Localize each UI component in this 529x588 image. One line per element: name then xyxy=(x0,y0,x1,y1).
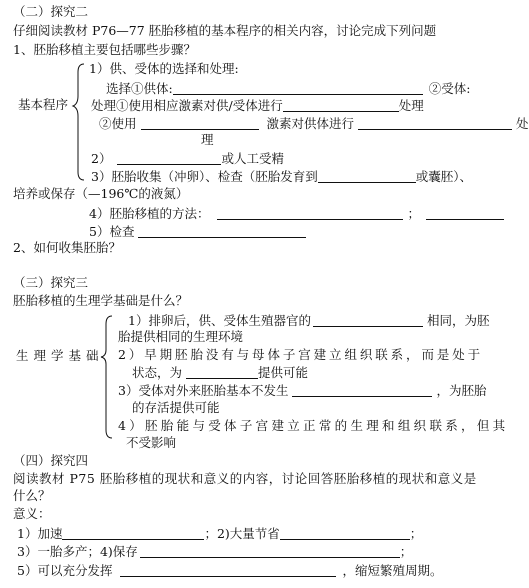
section2-question-1: 1、胚胎移植主要包括哪些步骤？ xyxy=(13,42,196,57)
physiology-brace xyxy=(100,314,114,440)
step1-select: 选择①供体: ②受体: xyxy=(106,81,471,96)
basis-1: 1）排卵后，供、受体生殖器官的 相同，为胚 xyxy=(128,313,490,328)
meaning-1: 1）加速 ；2)大量节省 ； xyxy=(17,526,423,541)
embryo-stage-blank[interactable] xyxy=(318,170,416,183)
section3-heading: （三）探究三 xyxy=(13,275,89,290)
basis-3-cont: 的存活提供可能 xyxy=(132,400,220,415)
step5: 5）检查 xyxy=(89,225,306,239)
check-blank[interactable] xyxy=(138,225,306,238)
step1-title: 1）供、受体的选择和处理: xyxy=(89,61,239,76)
basis-2: 2）早期胚胎没有与母体子宫建立组织联系，而是处于 xyxy=(118,347,484,362)
section4-question-cont: 什么？ xyxy=(13,488,51,503)
procedure-label: 基本程序 xyxy=(18,97,69,112)
section3-question: 胚胎移植的生理学基础是什么？ xyxy=(13,293,189,308)
superovulation-blank[interactable] xyxy=(358,117,512,130)
savings-blank[interactable] xyxy=(280,527,410,540)
donor-blank[interactable] xyxy=(173,82,423,95)
preserve-blank[interactable] xyxy=(140,545,400,558)
immune-rejection-blank[interactable] xyxy=(292,384,432,397)
step4: 4）胚胎移植的方法： ； xyxy=(89,207,504,221)
step1-use: ②使用 激素对供体进行 处 xyxy=(99,116,529,131)
method2-blank[interactable] xyxy=(426,207,504,220)
step1-treat: 处理①使用相应激素对供/受体进行 处理 xyxy=(91,98,424,113)
section2-question-2: 2、如何收集胚胎？ xyxy=(13,240,121,255)
basis-3: 3）受体对外来胚胎基本不发生 ，为胚胎 xyxy=(118,383,487,398)
mating-blank[interactable] xyxy=(117,152,221,165)
procedure-brace xyxy=(72,62,86,182)
embryo-collection-blank[interactable] xyxy=(186,366,258,379)
meaning-5: 5）可以充分发挥 ，缩短繁殖周期。 xyxy=(17,563,443,578)
basis-4: 4）胚胎能与受体子宫建立正常的生理和组织联系，但其 xyxy=(118,418,509,433)
section4-heading: （四）探究四 xyxy=(13,453,89,468)
section4-question: 阅读教材 P75 胚胎移植的现状和意义的内容，讨论回答胚胎移植的现状和意义是 xyxy=(13,471,477,486)
meaning-3: 3）一胎多产；4)保存 ； xyxy=(17,544,413,559)
step2: 2） 或人工受精 xyxy=(91,151,284,166)
section2-intro: 仔细阅读教材 P76—77 胚胎移植的基本程序的相关内容，讨论完成下列问题 xyxy=(13,23,437,38)
breeding-blank[interactable] xyxy=(62,527,204,540)
basis-2-cont: 状态，为 提供可能 xyxy=(132,365,309,380)
hormone-blank[interactable] xyxy=(141,117,259,130)
physiology-label: 生理学基础 xyxy=(16,348,104,363)
physiological-state-blank[interactable] xyxy=(313,314,423,327)
step3: 3）胚胎收集（冲卵）、检查（胚胎发育到 或囊胚）、 xyxy=(91,169,472,184)
basis-4-cont: 不受影响 xyxy=(126,435,177,450)
sync-treatment-blank[interactable] xyxy=(283,99,399,112)
potential-blank[interactable] xyxy=(120,564,336,577)
step3-cont: 培养或保存（—196℃的液氮） xyxy=(13,186,189,201)
meaning-label: 意义： xyxy=(13,506,51,521)
basis-1-cont: 胎提供相同的生理环境 xyxy=(118,329,244,344)
step1-use-cont: 理 xyxy=(201,132,214,147)
section2-heading: （二）探究二 xyxy=(13,4,89,19)
method1-blank[interactable] xyxy=(217,207,403,220)
